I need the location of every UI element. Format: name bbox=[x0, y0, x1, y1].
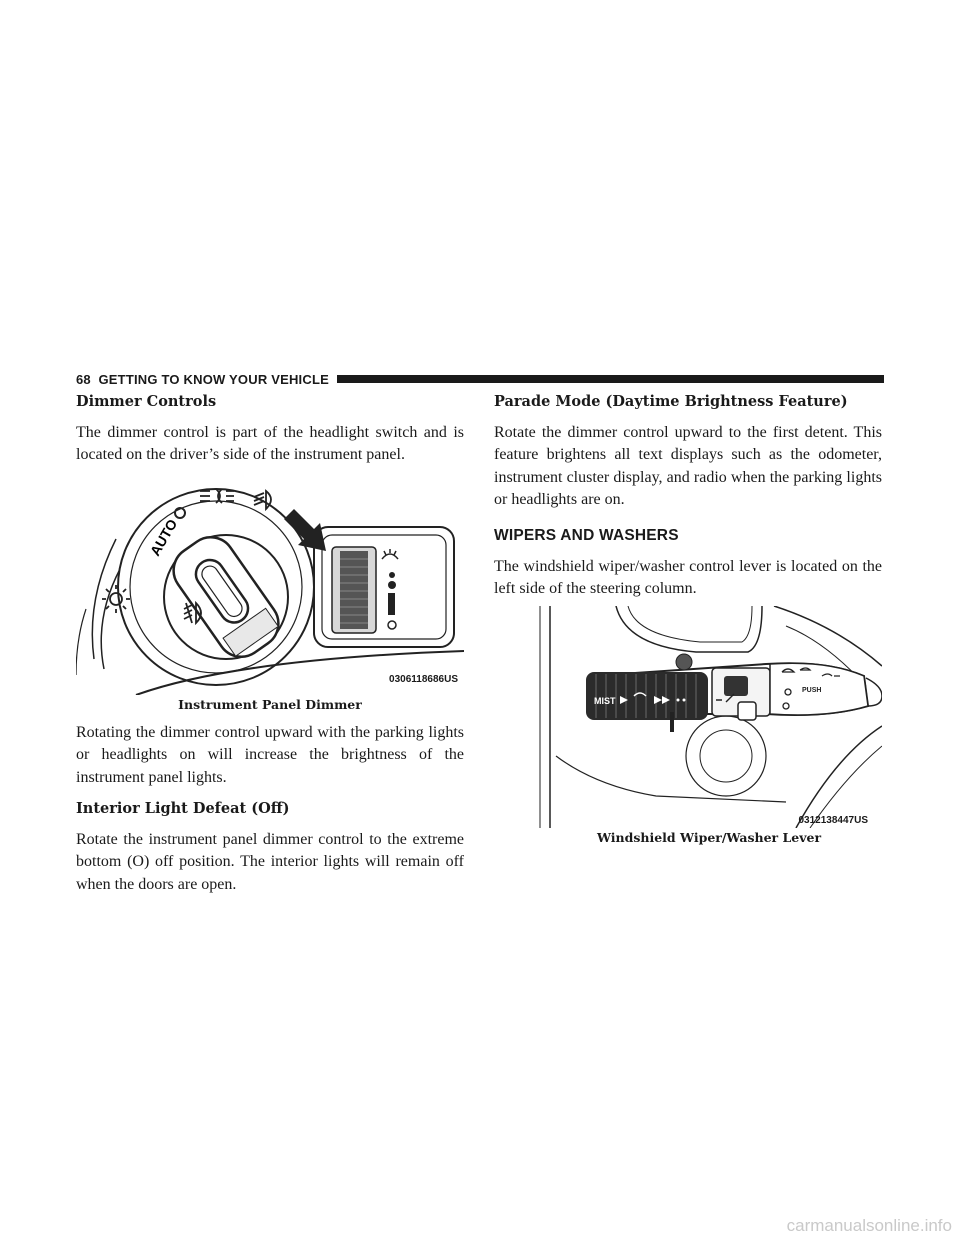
left-column bbox=[76, 392, 464, 906]
figure-caption: Instrument Panel Dimmer bbox=[178, 696, 362, 712]
push-label: PUSH bbox=[802, 687, 822, 695]
dimmer-controls-heading: Dimmer Controls bbox=[76, 393, 217, 410]
wipers-paragraph: The windshield wiper/washer control lever is located on the left side of the steering column. bbox=[494, 557, 882, 598]
header-rule bbox=[337, 375, 884, 383]
wiper-lever-figure bbox=[536, 606, 882, 828]
parade-mode-paragraph: Rotate the dimmer control upward to the first detent. This feature brightens all text displays such as the odometer, instrument cluster display, and radio when the parking lights or headlights are on. bbox=[494, 424, 882, 509]
auto-label: AUTO bbox=[146, 516, 181, 559]
dimmer-controls-paragraph: The dimmer control is part of the headlight switch and is located on the driver’s side of the instrument panel. bbox=[76, 424, 464, 464]
interior-light-icon bbox=[102, 585, 130, 613]
page-header bbox=[76, 370, 884, 388]
section-title: GETTING TO KNOW YOUR VEHICLE bbox=[98, 371, 329, 387]
watermark: carmanualsonline.info bbox=[786, 1216, 952, 1235]
page-number: 68 bbox=[76, 371, 91, 387]
instrument-panel-dimmer-figure bbox=[76, 479, 464, 695]
right-column bbox=[494, 392, 882, 855]
figure-code: 0306118686US bbox=[389, 673, 458, 685]
interior-light-defeat-heading: Interior Light Defeat (Off) bbox=[76, 800, 290, 818]
figure-caption: Windshield Wiper/Washer Lever bbox=[596, 830, 822, 846]
parking-light-icon bbox=[200, 489, 234, 503]
dimmer-wheel bbox=[340, 551, 368, 629]
wiper-lever-illustration bbox=[536, 606, 882, 828]
figure-code: 0312138447US bbox=[798, 815, 868, 827]
wipers-washers-heading: WIPERS AND WASHERS bbox=[494, 526, 679, 544]
mist-label: MIST bbox=[594, 696, 616, 707]
header-text bbox=[76, 372, 337, 387]
parade-mode-heading: Parade Mode (Daytime Brightness Feature) bbox=[494, 393, 848, 410]
rotating-paragraph: Rotating the dimmer control upward with the parking lights or headlights on will increase the brightness of the instrument panel lights. bbox=[76, 723, 464, 786]
dimmer-dome-icon bbox=[382, 549, 398, 559]
headlight-switch-illustration bbox=[76, 479, 464, 695]
interior-light-defeat-paragraph: Rotate the instrument panel dimmer control to the extreme bottom (O) off position. The interior lights will remain off when the doors are open. bbox=[76, 831, 464, 893]
brightness-scale-icon bbox=[388, 572, 396, 629]
